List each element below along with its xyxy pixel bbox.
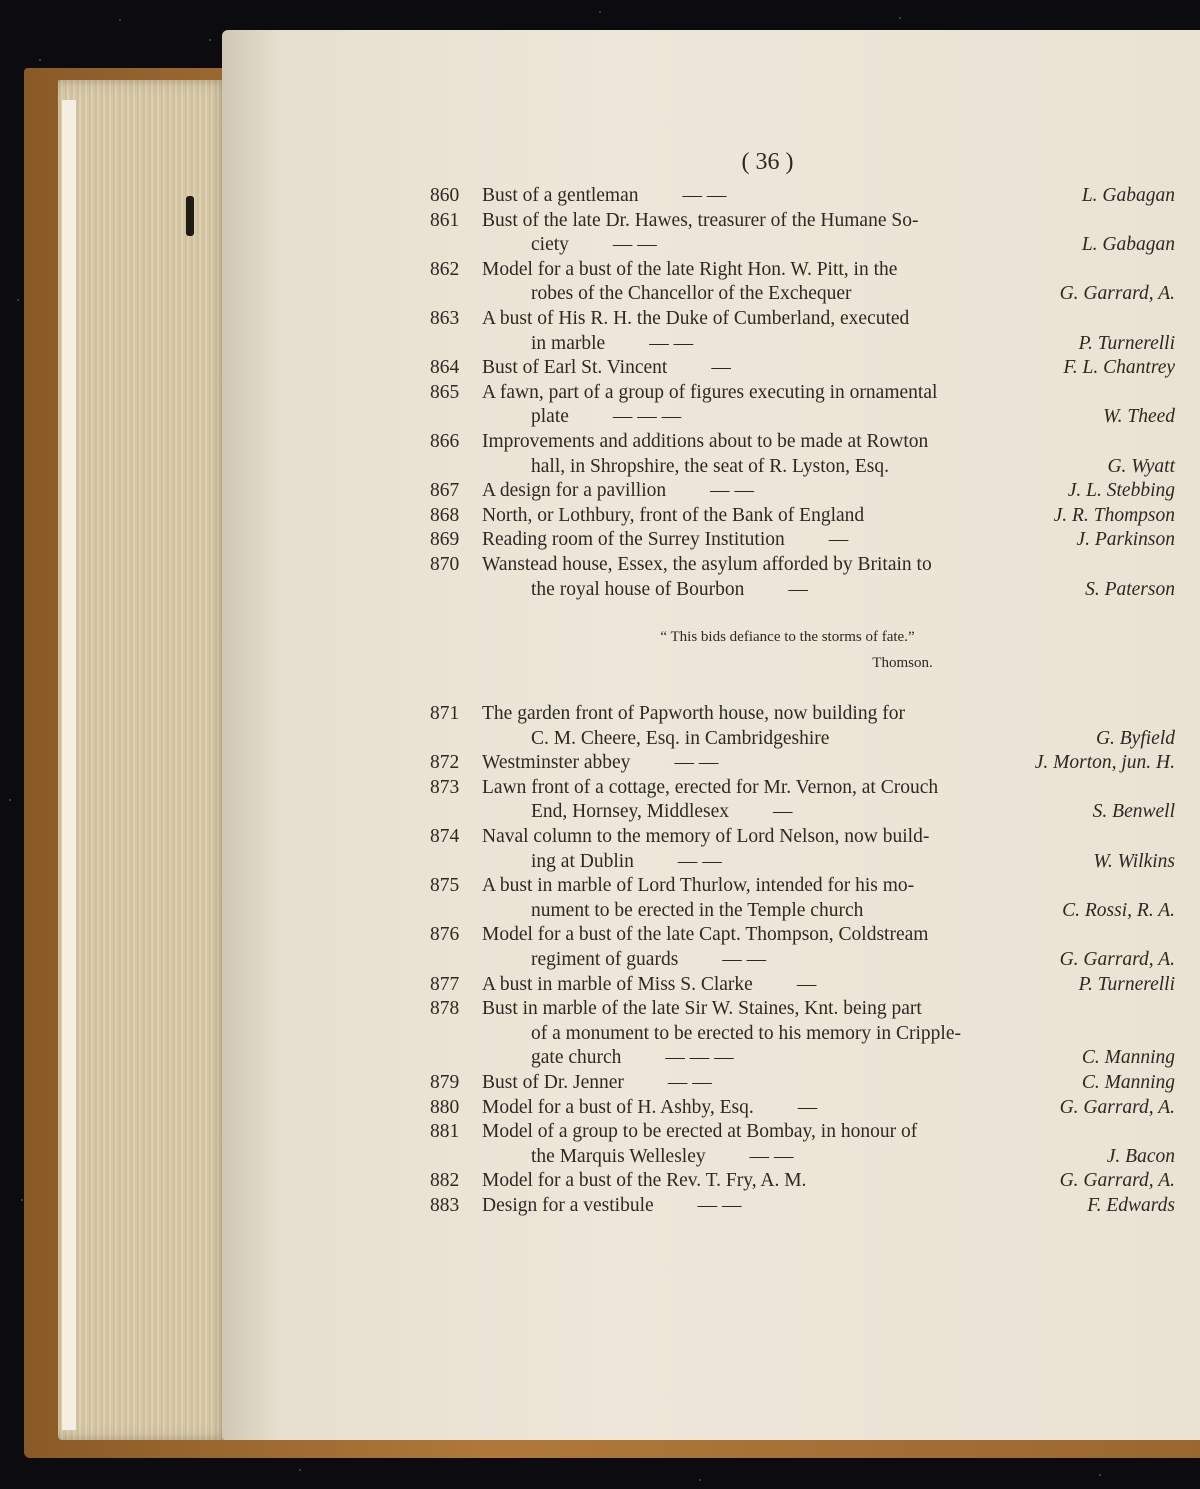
entry-number: 877 (430, 973, 460, 995)
quote-text: “ This bids defiance to the storms of fate.” (660, 629, 915, 646)
catalogue-entry (430, 825, 1175, 874)
catalogue-entry (430, 874, 1175, 923)
dash-separator: — — (612, 234, 657, 256)
entry-title: Bust in marble of the late Sir W. Staines, Knt. being part (482, 998, 922, 1020)
entry-title-continued: C. M. Cheere, Esq. in Cambridgeshire (531, 727, 830, 749)
dash-separator: — (773, 801, 793, 823)
entry-title: Bust of Earl St. Vincent (482, 357, 668, 379)
artist-name: G. Garrard, A. (1059, 1096, 1175, 1118)
entry-title: A bust in marble of Miss S. Clarke (482, 973, 753, 995)
entry-title-continued: End, Hornsey, Middlesex (531, 801, 730, 823)
entry-line (430, 381, 1175, 406)
entry-title: Bust of the late Dr. Hawes, treasurer of the Humane So- (482, 209, 919, 231)
artist-name: W. Wilkins (1093, 850, 1175, 872)
entry-line (430, 776, 1175, 801)
dash-separator: — — — (612, 406, 682, 428)
artist-name: J. Bacon (1106, 1145, 1175, 1167)
entry-line (430, 899, 1175, 924)
page-edge-highlight (62, 100, 76, 1430)
entry-line (430, 1096, 1175, 1121)
catalogue-entry (430, 973, 1175, 998)
dash-separator: — (711, 357, 731, 379)
entry-title-continued: of a monument to be erected to his memory in Cripple- (531, 1022, 961, 1044)
entry-number: 880 (430, 1096, 460, 1118)
entry-title: Westminster abbey (482, 752, 631, 774)
catalogue-entry (430, 381, 1175, 430)
artist-name: C. Manning (1081, 1047, 1175, 1069)
artist-name: G. Garrard, A. (1059, 283, 1175, 305)
entry-line (430, 184, 1175, 209)
entry-line (430, 1145, 1175, 1170)
entry-line (430, 405, 1175, 430)
entry-number: 863 (430, 307, 460, 329)
entry-line (430, 258, 1175, 283)
entry-number: 882 (430, 1170, 460, 1192)
dash-separator: — (828, 529, 849, 551)
entry-title: A bust in marble of Lord Thurlow, intended for his mo- (482, 875, 915, 897)
entry-line (430, 332, 1175, 357)
entry-line (430, 702, 1175, 727)
entry-number: 878 (430, 998, 460, 1020)
entry-number: 871 (430, 703, 460, 725)
catalogue-entry (430, 209, 1175, 258)
entry-list-a (430, 184, 1175, 602)
entry-number: 874 (430, 826, 460, 848)
entry-number: 875 (430, 875, 460, 897)
entry-line (430, 282, 1175, 307)
artist-name: G. Wyatt (1107, 455, 1175, 477)
entry-title: Model for a bust of the late Right Hon. W. Pitt, in the (482, 258, 898, 280)
catalogue-entry (430, 702, 1175, 751)
artist-name: J. L. Stebbing (1067, 480, 1175, 502)
entry-line (430, 1046, 1175, 1071)
artist-name: C. Rossi, R. A. (1062, 899, 1175, 921)
page-content (430, 140, 1175, 1219)
entry-line (430, 479, 1175, 504)
entry-line (430, 1194, 1175, 1219)
entry-title: Model for a bust of the Rev. T. Fry, A. M. (482, 1170, 807, 1192)
artist-name: C. Manning (1081, 1072, 1175, 1093)
entry-title: Lawn front of a cottage, erected for Mr. Vernon, at Crouch (482, 776, 939, 798)
dash-separator: — — (710, 480, 755, 502)
entry-line (430, 578, 1175, 603)
entry-title-continued: hall, in Shropshire, the seat of R. Lyston, Esq. (531, 455, 890, 477)
dash-separator: — (797, 1096, 818, 1118)
entry-number: 866 (430, 430, 460, 452)
entry-title: Model of a group to be erected at Bombay, in honour of (482, 1121, 918, 1143)
artist-name: P. Turnerelli (1078, 973, 1175, 995)
dash-separator: — — (682, 185, 727, 206)
entry-line (430, 1169, 1175, 1194)
entry-title: Wanstead house, Essex, the asylum afforded by Britain to (482, 553, 932, 575)
entry-number: 870 (430, 553, 460, 575)
artist-name: J. R. Thompson (1053, 504, 1175, 526)
entry-number: 867 (430, 480, 460, 502)
entry-title: Naval column to the memory of Lord Nelson, now build- (482, 826, 930, 848)
dash-separator: — — (674, 752, 719, 774)
entry-line (430, 751, 1175, 776)
artist-name: P. Turnerelli (1078, 332, 1175, 354)
entry-title: A fawn, part of a group of figures executing in ornamental (482, 381, 938, 403)
entry-number: 881 (430, 1121, 460, 1143)
artist-name: G. Garrard, A. (1059, 949, 1175, 971)
artist-name: S. Benwell (1092, 801, 1175, 823)
entry-line (430, 455, 1175, 480)
entry-title: Bust of a gentleman (482, 185, 639, 206)
dash-separator: — — — (665, 1047, 734, 1069)
catalogue-entry (430, 307, 1175, 356)
entry-line (430, 209, 1175, 234)
entry-number: 860 (430, 185, 460, 206)
catalogue-entry (430, 923, 1175, 972)
entry-line (430, 1022, 1175, 1047)
entry-number: 869 (430, 529, 460, 551)
dash-separator: — (788, 578, 808, 600)
entry-line (430, 948, 1175, 973)
catalogue-entry (430, 1169, 1175, 1194)
entry-line (430, 997, 1175, 1022)
page-number: ( 36 ) (741, 149, 794, 175)
catalogue-entry (430, 356, 1175, 381)
artist-name: J. Parkinson (1076, 529, 1175, 551)
entry-line (430, 727, 1175, 752)
entry-line (430, 1071, 1175, 1096)
entry-line (430, 923, 1175, 948)
entry-line (430, 850, 1175, 875)
catalogue-entry (430, 479, 1175, 504)
entry-number: 883 (430, 1194, 460, 1216)
artist-name: L. Gabagan (1081, 234, 1175, 256)
entry-line (430, 430, 1175, 455)
catalogue-entry (430, 776, 1175, 825)
catalogue-entry (430, 751, 1175, 776)
catalogue-entry (430, 430, 1175, 479)
entry-line (430, 233, 1175, 258)
dash-separator: — (796, 973, 817, 995)
artist-name: F. Edwards (1087, 1194, 1175, 1216)
entry-title-continued: nument to be erected in the Temple church (531, 899, 864, 921)
entry-title: A bust of His R. H. the Duke of Cumberland, executed (482, 307, 910, 329)
dash-separator: — — (649, 332, 694, 354)
entry-title: A design for a pavillion (482, 480, 667, 502)
entry-line (430, 504, 1175, 529)
catalogue-entry (430, 184, 1175, 209)
entry-number: 862 (430, 258, 460, 280)
entry-title-continued: plate (531, 406, 569, 428)
entry-title-continued: ciety (531, 234, 569, 256)
entry-number: 872 (430, 752, 460, 774)
entry-title-continued: robes of the Chancellor of the Exchequer (531, 283, 852, 305)
catalogue-entry (430, 1120, 1175, 1169)
entry-line (430, 356, 1175, 381)
entry-list-b (430, 702, 1175, 1218)
catalogue-entry (430, 1096, 1175, 1121)
entry-title: Model for a bust of H. Ashby, Esq. (482, 1096, 754, 1118)
catalogue-entry (430, 997, 1175, 1071)
dash-separator: — — (749, 1145, 794, 1167)
dash-separator: — — (667, 1072, 712, 1093)
entry-title: The garden front of Papworth house, now building for (482, 703, 905, 725)
dash-separator: — — (697, 1194, 742, 1216)
artist-name: S. Paterson (1085, 578, 1175, 600)
entry-title: Bust of Dr. Jenner (482, 1072, 624, 1093)
catalogue-entry (430, 1071, 1175, 1096)
artist-name: G. Byfield (1095, 727, 1175, 749)
page-edges (58, 80, 228, 1440)
entry-title: Model for a bust of the late Capt. Thompson, Coldstream (482, 924, 929, 946)
catalogue-entry (430, 528, 1175, 553)
entry-line (430, 528, 1175, 553)
entry-number: 873 (430, 776, 460, 798)
entry-line (430, 553, 1175, 578)
ink-mark (186, 196, 194, 236)
artist-name: G. Garrard, A. (1059, 1170, 1175, 1192)
artist-name: L. Gabagan (1081, 185, 1175, 206)
quote-block (430, 624, 1175, 676)
entry-number: 861 (430, 209, 460, 231)
dash-separator: — — (722, 949, 767, 971)
entry-title: Improvements and additions about to be made at Rowton (482, 430, 929, 452)
entry-title-continued: regiment of guards (531, 949, 679, 971)
entry-title: Reading room of the Surrey Institution (482, 529, 785, 551)
entry-line (430, 1120, 1175, 1145)
artist-name: F. L. Chantrey (1063, 357, 1175, 379)
entry-line (430, 307, 1175, 332)
entry-title-continued: the Marquis Wellesley (531, 1145, 706, 1167)
entry-line (430, 825, 1175, 850)
entry-title: Design for a vestibule (482, 1194, 654, 1216)
entry-title-continued: the royal house of Bourbon (531, 578, 745, 600)
catalogue-entry (430, 553, 1175, 602)
entry-line (430, 973, 1175, 998)
quote-attribution: Thomson. (872, 655, 933, 672)
catalogue-entry (430, 1194, 1175, 1219)
entry-number: 868 (430, 504, 460, 526)
entry-title: North, or Lothbury, front of the Bank of England (482, 504, 865, 526)
entry-title-continued: gate church (531, 1047, 622, 1069)
entry-number: 865 (430, 381, 460, 403)
entry-line (430, 800, 1175, 825)
dash-separator: — — (677, 850, 722, 872)
catalogue-entry (430, 504, 1175, 529)
catalogue-entry (430, 258, 1175, 307)
entry-title-continued: ing at Dublin (531, 850, 634, 872)
entry-number: 864 (430, 357, 460, 379)
artist-name: J. Morton, jun. H. (1034, 752, 1175, 774)
entry-number: 876 (430, 924, 460, 946)
entry-title-continued: in marble (531, 332, 606, 354)
entry-line (430, 874, 1175, 899)
entry-number: 879 (430, 1072, 460, 1093)
artist-name: W. Theed (1103, 406, 1175, 428)
